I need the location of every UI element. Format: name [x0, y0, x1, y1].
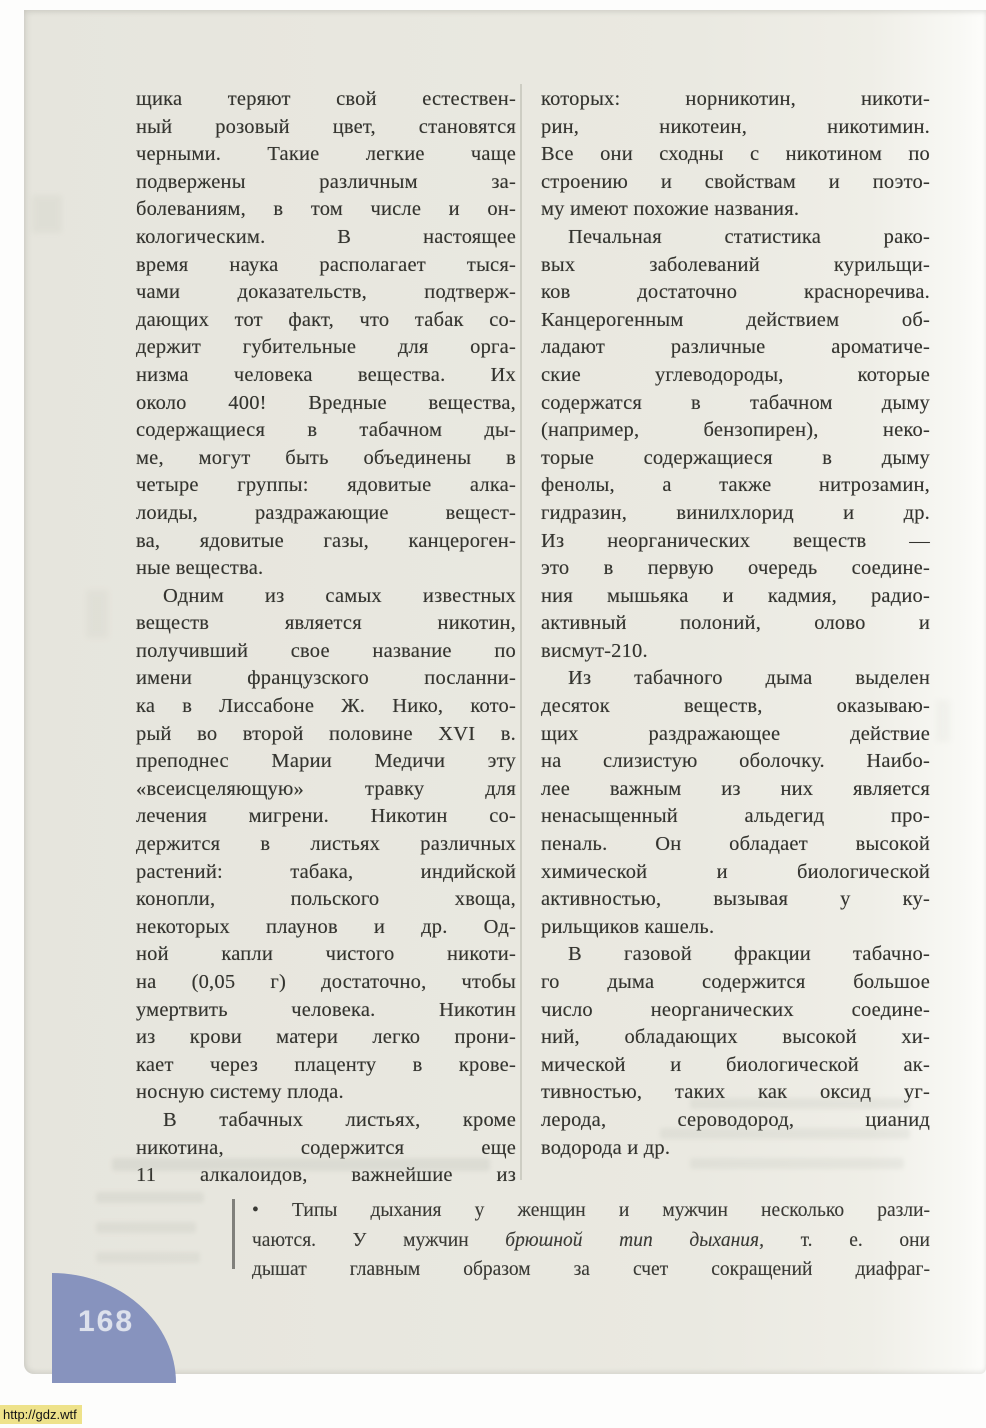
text-line: строению и свойствам и поэто- [541, 170, 930, 193]
text-line: содержащиеся в табачном ды- [136, 419, 516, 442]
scan-artifact [86, 590, 108, 638]
text-line: конопли, польского хвоща, [136, 888, 516, 911]
text-line: дающих тот факт, что табак со- [136, 308, 516, 331]
text-line: го дыма содержится большое [541, 971, 930, 993]
text-line: Из неорганических веществ — [541, 529, 930, 552]
text-line: черными. Такие легкие чаще [136, 143, 516, 166]
text-line: кологическим. В настоящее [136, 225, 516, 248]
text-line: на (0,05 г) достаточно, чтобы [136, 971, 516, 993]
text-line: время наука располагает тыся- [136, 253, 516, 276]
watermark-link: http://gdz.wtf [0, 1405, 82, 1424]
text-line: держит губительные для орга- [136, 336, 516, 359]
text-line [252, 1226, 930, 1256]
text-line: ния мышьяка и кадмия, радио- [541, 584, 930, 607]
text-line: рин, никотеин, никотимин. [541, 115, 930, 138]
text-line: В газовой фракции табачно- [568, 943, 930, 966]
text-line: вых заболеваний курильщи- [541, 253, 930, 276]
text-line: (например, бензопирен), неко- [541, 419, 930, 442]
text-line: ме, могут быть объединены в [136, 446, 516, 469]
text-line: ков достаточно красноречива. [541, 281, 930, 304]
print-bleed-through [96, 1222, 196, 1233]
scan-artifact [936, 700, 950, 742]
text-line: «всеисцеляющую» травку для [136, 777, 516, 800]
text-run: т. е. они [763, 1229, 930, 1251]
text-line: Печальная статистика рако- [568, 225, 930, 248]
column-divider-rule [520, 84, 522, 1180]
text-line: четыре группы: ядовитые алка- [136, 474, 516, 497]
print-bleed-through [660, 1128, 910, 1139]
text-line: ские углеводороды, которые [541, 363, 930, 386]
text-line: содержатся в табачном дыму [541, 391, 930, 414]
text-line: Канцерогенным действием об- [541, 308, 930, 331]
text-line: получивший свое название по [136, 639, 516, 662]
text-line: активный полоний, олово и [541, 612, 930, 635]
footnote-block [252, 1196, 930, 1285]
footnote-side-rule [232, 1199, 235, 1269]
text-line: лее важным из них является [541, 777, 930, 800]
text-line: пеналь. Он обладает высокой [541, 833, 930, 856]
text-line: рильщиков кашель. [541, 915, 715, 938]
text-line: Одним из самых известных [163, 584, 516, 607]
text-line: фенолы, а также нитрозамин, [541, 474, 930, 497]
text-line: рый во второй половине XVI в. [136, 722, 516, 745]
text-line: водорода и др. [541, 1136, 671, 1159]
book-page [24, 10, 986, 1374]
text-line: болеваниям, в том числе и он- [136, 198, 516, 221]
text-line: щика теряют свой естествен- [136, 88, 516, 110]
text-line: ладают различные ароматиче- [541, 336, 930, 359]
text-line: ные вещества. [136, 557, 264, 580]
text-line: ный розовый цвет, становятся [136, 115, 516, 138]
text-line: ной капли чистого никоти- [136, 943, 516, 966]
text-line: ний, обладающих высокой хи- [541, 1026, 930, 1049]
text-line: • Типы дыхания у женщин и мужчин несколько разли- [252, 1200, 930, 1221]
emphasized-text: брюшной тип дыхания, [505, 1229, 764, 1251]
text-line: умертвить человека. Никотин [136, 998, 516, 1021]
text-line: некоторых плаунов и др. Од- [136, 915, 516, 938]
scan-artifact [32, 195, 62, 233]
left-text-column [136, 86, 516, 1190]
text-line: носную систему плода. [136, 1081, 344, 1104]
text-line: лерода, сероводород, цианид [541, 1108, 930, 1131]
text-line: Все они сходны с никотином по [541, 143, 930, 166]
text-line: ва, ядовитые газы, канцероген- [136, 529, 516, 552]
text-line: щих раздражающее действие [541, 722, 930, 745]
right-text-column [541, 86, 930, 1162]
text-line: В табачных листьях, кроме [163, 1108, 516, 1131]
text-line: число неорганических соедине- [541, 998, 930, 1021]
text-line: подвержены различным за- [136, 170, 516, 193]
text-line: никотина, содержится еще [136, 1136, 516, 1159]
text-line: дышат главным образом за счет сокращений диафраг- [252, 1259, 930, 1280]
text-line: торые содержащиеся в дыму [541, 446, 930, 469]
print-bleed-through [690, 1158, 904, 1169]
text-line: имени французского посланни- [136, 667, 516, 690]
print-bleed-through [96, 1192, 204, 1203]
text-line: Из табачного дыма выделен [568, 667, 930, 690]
text-line: висмут-210. [541, 639, 648, 662]
text-line: веществ является никотин, [136, 612, 516, 635]
text-line: тивностью, таких как оксид уг- [541, 1081, 930, 1104]
print-bleed-through [690, 1098, 910, 1109]
text-line: чами доказательств, подтверж- [136, 281, 516, 304]
text-line: из крови матери легко прони- [136, 1026, 516, 1049]
print-bleed-through [96, 1252, 200, 1263]
text-line: которых: норникотин, никоти- [541, 88, 930, 110]
text-line: му имеют похожие названия. [541, 198, 800, 221]
text-line: мической и биологической ак- [541, 1053, 930, 1076]
text-line: растений: табака, индийской [136, 860, 516, 883]
text-line: лоиды, раздражающие вещест- [136, 501, 516, 524]
text-line: это в первую очередь соедине- [541, 557, 930, 580]
text-line: ка в Лиссабоне Ж. Нико, кото- [136, 695, 516, 718]
text-run: чаются. У мужчин [252, 1229, 506, 1251]
text-line: кает через плаценту в крове- [136, 1053, 516, 1076]
text-line: активностью, вызывая у ку- [541, 888, 930, 911]
page-number: 168 [78, 1305, 135, 1338]
text-line: лечения мигрени. Никотин со- [136, 805, 516, 828]
text-line: низма человека вещества. Их [136, 363, 516, 386]
text-line: на слизистую оболочку. Наибо- [541, 750, 930, 773]
page-number-badge [52, 1273, 176, 1383]
text-line: ненасыщенный альдегид про- [541, 805, 930, 828]
text-line: гидразин, винилхлорид и др. [541, 501, 930, 524]
text-line: 11 алкалоидов, важнейшие из [136, 1164, 516, 1187]
print-bleed-through [112, 1158, 490, 1171]
text-line: преподнес Марии Медичи эту [136, 750, 516, 773]
text-line: держится в листьях различных [136, 833, 516, 856]
text-line: около 400! Вредные вещества, [136, 391, 516, 414]
text-line: химической и биологической [541, 860, 930, 883]
text-line: десяток веществ, оказываю- [541, 695, 930, 718]
